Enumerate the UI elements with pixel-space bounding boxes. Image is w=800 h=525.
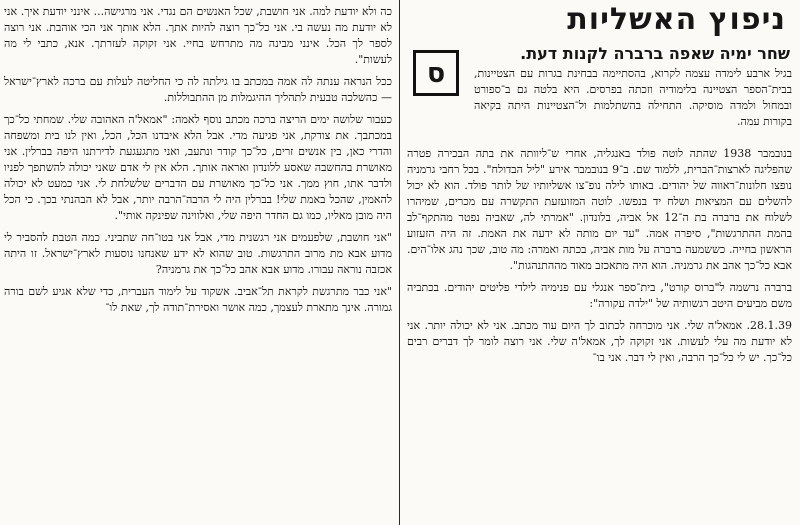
letter-excerpt-paragraph: "אני כבר מתרגשת לקראת תל־אביב. אשקוד על לימוד העברית, כדי שלא אגיע לשם בורה גמורה. אינך מתארת לעצמך, כמה אושר ואסירת־תודה לך, שאת לו־ bbox=[4, 285, 392, 314]
lead-paragraph-block bbox=[474, 66, 792, 136]
body-paragraph: בגיל ארבע לימדה עצמה לקרוא, בהסתיימה בבחינת בגרות עם הצטיינות, בבית־הספר הצטיינה בלימודיה וזכתה בפרסים. היא בלטה גם ב־ספורט ובמחול ולמדה מוסיקה. התחילה בהשתלמות ול־הצטיינות היתה בקיאה בקורות עמה. bbox=[474, 67, 792, 128]
article-subheadline: שחר ימיה שאפה ברברה לקנות דעת. bbox=[520, 44, 790, 63]
letter-excerpt-paragraph: "אני חושבת, שלפעמים אני רגשנית מדי, אבל אני בטו־חה שתביני. כמה הטבת להסביר לי מדוע אבא מת מרוב התרגשות. טוב שהוא לא ידע שאנחנו נוסעות לארץ־ישראל. זו היתה אכזבה נוראה עבורו. מדוע אבא אהב כל־כך את גרמניה? bbox=[4, 231, 392, 276]
right-column bbox=[400, 0, 800, 525]
body-paragraph: ברברה נרשמה ל"ברוס קורט", בית־ספר אנגלי עם פנימיה לילדי פליטים יהודים. בכתביה משם מביעים היטב רגשותיה של "ילדה עקורה": bbox=[407, 281, 792, 310]
letter-excerpt-paragraph: 28.1.39. אמאל'ה שלי. אני מוכרחה לכתוב לך היום עוד מכתב. אני לא יכולה יותר. אני לא יודעת מה עלי לעשות. אני זקוקה לך, אמאל'ה שלי. אני רוצה לומר לך דברים רבים כל־כך. יש לי כל־כך הרבה, ואין לי דבר. אני בו־ bbox=[407, 319, 792, 364]
letter-excerpt-paragraph: כעבור שלושה ימים הריצה ברכה מכתב נוסף לאמה: "אמאל'ה האהובה שלי. שמחתי כל־כך במכתבך. את צודקת, אני פגיעה מדי. אבל הלא איבדנו הכל, הכל, ואין לנו בית ומשפחה והדרי כאן, בין אנשים זרים, כל־כך קודר ונתעב, ואני מתגעגעת לדירתנו היפה בברלין. אני מאושרת בהחשבה שאסע ללונדון ואראה אותך. הלא אין לי אדם שאני יכולה להשתפך לפניו ולדבר אתו, חוץ ממך. אני כל־כך מאושרת עם הדברים שלשלחת לי. אני כמעט לא יכולה להאמין, שהכל באמת שלי! בברלין היה לי הרבה־הרבה יותר, אבל לא הבהנתי בכך. כי הכל היה מובן מאליו, כמו גם החדר היפה שלי, ואלווינה שפינקה אותי". bbox=[4, 113, 392, 222]
dropcap-initial: ס bbox=[413, 50, 459, 96]
body-paragraph: ככל הנראה ענתה לה אמה במכתב בו גילתה לה כי החליטה לעלות עם ברכה לארץ־ישראל — כהשלכה טבעית לתהליך ההיגמלות מן ההתבוללות. bbox=[4, 75, 392, 104]
letter-excerpt-paragraph: כה ולא יודעת למה. אני חושבת, שכל האנשים הם נגדי. אני מרגישה... אינני יודעת איך. אני לא יודעת מה נעשה בי. אני כל־כך רוצה להיות אתך. הלא אותך אני הכי אוהבת. אני רוצה לספר לך הכל. אינני מבינה מה מתרחש בחיי. אני זקוקה לעזרתך. אנא, כתבי לי מה לעשות". bbox=[4, 5, 392, 66]
right-body-block bbox=[407, 146, 792, 372]
left-body-block bbox=[4, 4, 392, 322]
body-paragraph: בנובמבר 1938 שהתה לוטה פולד באנגליה, אחרי ש־ליוותה את בתה הבכירה פטרה שהפליגה לארצות־הברית, ללמוד שם. ב־9 בנובמבר אירע "ליל הבדולח". בכל רחבי גרמניה נופצו חלונות־ראווה של יהודים. באותו לילה נופ־צו אשליותיו של לותר פולד. הוא לא יכול להשלים עם המציאות ושלח יד בנפשו. לוטה המזועזעת התקשרה עם מכרים, שמיהרו לשלוח את ברברה בת ה־12 אל אביה, בלונדון. "אמרתי לה, שאביה נפטר מהתקף־לב בהמת ההתרגשות", סיפרה אמה. "עד יום מותה לא ידעה את האמת. זה היה הזעזוע הראשון בחייה. כששמעה ברברה על מות אביה, בכתה ואמרה: מה טוב, שכך נהג אלו־הים. אבא כל־כך אהב את גרמניה. הוא היה מתאכזב מאוד מההתנהגות". bbox=[407, 147, 792, 272]
article-headline: ניפוץ האשליות bbox=[567, 2, 786, 37]
